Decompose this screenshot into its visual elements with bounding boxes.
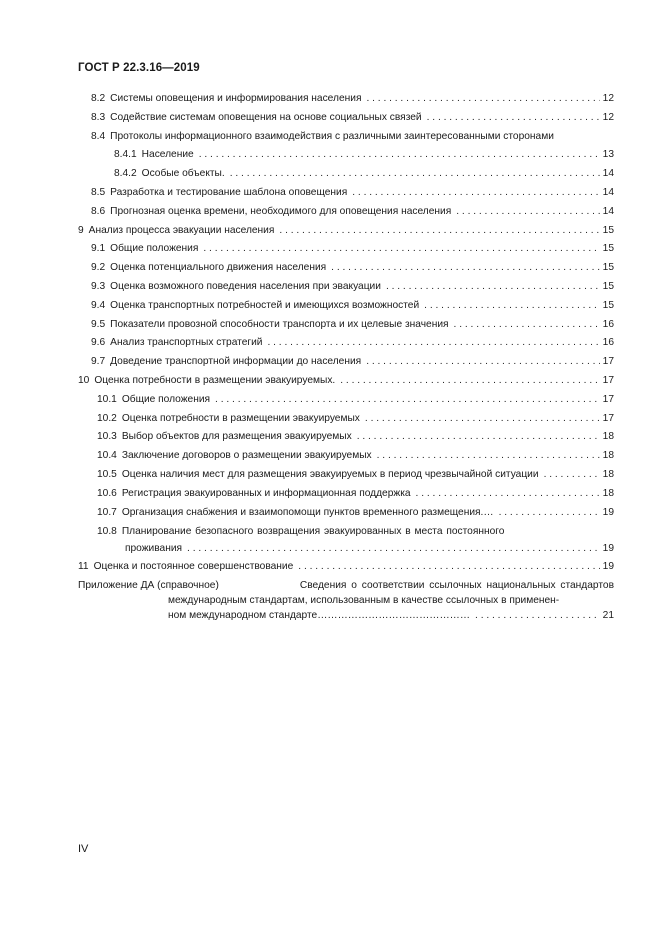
toc-entry-number: 8.4.1 xyxy=(114,149,137,161)
toc-entry-10-3[interactable] xyxy=(78,428,614,447)
toc-entry-title: Выбор объектов для размещения эвакуируемых xyxy=(121,431,352,443)
toc-entry-page: 16 xyxy=(602,318,614,330)
toc-entry-number: 9 xyxy=(78,224,84,236)
toc-entry-10-2[interactable] xyxy=(78,410,614,429)
toc-entry-page: 17 xyxy=(602,393,614,405)
toc-entry-number: 10.5 xyxy=(97,468,117,480)
leader-dots xyxy=(366,90,599,109)
toc-entry-page: 12 xyxy=(602,93,614,104)
leader-dots xyxy=(365,410,600,429)
toc-entry-title: Оценка и постоянное совершенствование xyxy=(93,561,294,573)
toc-entry-9-6[interactable] xyxy=(78,334,614,353)
toc-entry-number: 10.8 xyxy=(97,526,117,538)
toc-entry-title: Протоколы информационного взаимодействия с различными заинтересованными сторонами xyxy=(110,130,554,142)
leader-dots xyxy=(357,428,600,447)
toc-entry-10-6[interactable] xyxy=(78,485,614,504)
toc-entry-number: 8.2 xyxy=(91,93,106,104)
toc-entry-8-4-1[interactable] xyxy=(78,146,614,165)
toc-entry-8-3[interactable] xyxy=(78,109,614,128)
toc-entry-number: 10.6 xyxy=(97,487,117,499)
toc-entry-page: 17 xyxy=(602,356,614,368)
leader-dots xyxy=(267,334,599,353)
leader-dots xyxy=(340,372,599,391)
leader-dots xyxy=(456,203,599,222)
toc-entry-9-2[interactable] xyxy=(78,259,614,278)
leader-dots xyxy=(424,297,599,316)
leader-dots xyxy=(416,485,600,504)
document-header: ГОСТ Р 22.3.16—2019 xyxy=(78,62,200,74)
appendix-title-line-2: международным стандартам, использованным в качестве ссылочных в применен- xyxy=(168,595,560,607)
toc-entry-10-1[interactable] xyxy=(78,391,614,410)
toc-entry-number: 10 xyxy=(78,374,90,386)
toc-entry-title: Общие положения xyxy=(110,243,199,255)
toc-entry-page: 18 xyxy=(602,450,614,462)
toc-entry-page: 19 xyxy=(602,506,614,518)
leader-dots xyxy=(366,353,599,372)
toc-entry-number: 9.1 xyxy=(91,243,106,255)
toc-entry-page: 13 xyxy=(602,149,614,161)
leader-dots xyxy=(298,558,599,577)
leader-dots xyxy=(199,146,600,165)
toc-entry-page: 15 xyxy=(602,224,614,236)
toc-entry-number: 9.2 xyxy=(91,262,106,274)
toc-entry-title: Планирование безопасного возвращения эвакуированных в места постоянного xyxy=(121,526,505,538)
toc-entry-9-7[interactable] xyxy=(78,353,614,372)
toc-entry-number: 11 xyxy=(78,561,89,573)
toc-entry-number: 10.4 xyxy=(97,450,117,462)
toc-entry-10-8[interactable] xyxy=(78,524,614,558)
toc-entry-title: Оценка потребности в размещении эвакуируемых xyxy=(121,412,360,424)
toc-entry-number: 10.2 xyxy=(97,412,117,424)
toc-entry-page: 19 xyxy=(602,543,614,555)
toc-entry-9[interactable] xyxy=(78,222,614,241)
toc-entry-page: 15 xyxy=(602,262,614,274)
toc-entry-9-5[interactable] xyxy=(78,316,614,335)
toc-entry-number: 8.4 xyxy=(91,130,106,142)
leader-dots xyxy=(352,184,599,203)
leader-dots xyxy=(386,278,600,297)
toc-entry-title: Оценка возможного поведения населения при эвакуации xyxy=(110,280,381,292)
leader-dots xyxy=(331,259,599,278)
toc-entry-page: 17 xyxy=(602,412,614,424)
toc-entry-page: 19 xyxy=(602,561,614,573)
page-number-roman: IV xyxy=(78,843,89,855)
leader-dots xyxy=(544,466,600,485)
toc-entry-8-4[interactable] xyxy=(78,128,614,147)
toc-entry-page: 15 xyxy=(602,243,614,255)
toc-entry-page: 18 xyxy=(602,487,614,499)
toc-entry-9-4[interactable] xyxy=(78,297,614,316)
toc-entry-8-6[interactable] xyxy=(78,203,614,222)
table-of-contents xyxy=(78,90,614,623)
toc-entry-page: 21 xyxy=(602,610,614,622)
toc-entry-10-4[interactable] xyxy=(78,447,614,466)
toc-entry-number: 9.5 xyxy=(91,318,106,330)
toc-entry-page: 18 xyxy=(602,468,614,480)
toc-entry-page: 14 xyxy=(602,186,614,198)
toc-entry-number: 8.4.2 xyxy=(114,168,137,180)
toc-entry-number: 10.3 xyxy=(97,431,117,443)
leader-dots xyxy=(230,165,600,184)
toc-entry-8-5[interactable] xyxy=(78,184,614,203)
toc-entry-number: 9.7 xyxy=(91,356,106,368)
leader-dots xyxy=(187,540,600,558)
leader-dots xyxy=(215,391,600,410)
toc-entry-10-5[interactable] xyxy=(78,466,614,485)
toc-entry-title: Разработка и тестирование шаблона оповещения xyxy=(110,186,348,198)
toc-entry-8-4-2[interactable] xyxy=(78,165,614,184)
toc-entry-11[interactable] xyxy=(78,558,614,577)
appendix-label: Приложение ДА (справочное) xyxy=(78,580,219,592)
toc-entry-title: Организация снабжения и взаимопомощи пунктов временного размещения.… xyxy=(121,506,494,518)
toc-entry-10[interactable] xyxy=(78,372,614,391)
toc-entry-8-2[interactable] xyxy=(78,90,614,109)
toc-entry-page: 16 xyxy=(602,337,614,349)
toc-entry-page: 15 xyxy=(602,280,614,292)
toc-entry-10-7[interactable] xyxy=(78,504,614,523)
toc-entry-title: Оценка наличия мест для размещения эвакуируемых в период чрезвычайной ситуации xyxy=(121,468,539,480)
toc-entry-title: Общие положения xyxy=(121,393,211,405)
appendix-title-line-3: ном международном стандарте……………………………………… xyxy=(168,610,471,622)
appendix-title-line-1: Сведения о соответствии ссылочных национальных стандартов xyxy=(299,580,614,592)
toc-entry-title: Регистрация эвакуированных и информационная поддержка xyxy=(121,487,411,499)
toc-entry-title: Оценка транспортных потребностей и имеющихся возможностей xyxy=(110,299,420,311)
toc-entry-9-3[interactable] xyxy=(78,278,614,297)
toc-entry-title: Анализ транспортных стратегий xyxy=(110,337,263,349)
leader-dots xyxy=(427,109,600,128)
toc-entry-9-1[interactable] xyxy=(78,240,614,259)
toc-entry-number: 10.7 xyxy=(97,506,117,518)
leader-dots xyxy=(279,222,599,241)
toc-entry-title: Системы оповещения и информирования населения xyxy=(110,93,362,104)
toc-entry-title: Оценка потребности в размещении эвакуируемых. xyxy=(94,374,336,386)
leader-dots xyxy=(499,504,600,523)
toc-entry-page: 15 xyxy=(602,299,614,311)
toc-entry-title: Оценка потенциального движения населения xyxy=(110,262,327,274)
toc-entry-number: 9.6 xyxy=(91,337,106,349)
leader-dots xyxy=(475,608,600,623)
toc-entry-appendix[interactable] xyxy=(78,578,614,623)
toc-entry-title: Население xyxy=(141,149,194,161)
toc-entry-title: Анализ процесса эвакуации населения xyxy=(88,224,275,236)
leader-dots xyxy=(377,447,600,466)
leader-dots xyxy=(203,240,599,259)
toc-entry-title: Заключение договоров о размещении эвакуируемых xyxy=(121,450,372,462)
leader-dots xyxy=(454,316,600,335)
toc-entry-number: 10.1 xyxy=(97,393,117,405)
toc-entry-page: 17 xyxy=(602,374,614,386)
toc-entry-title: Показатели провозной способности транспорта и их целевые значения xyxy=(110,318,449,330)
toc-entry-number: 8.5 xyxy=(91,186,106,198)
toc-entry-page: 12 xyxy=(602,111,614,123)
toc-entry-title: Доведение транспортной информации до населения xyxy=(110,356,362,368)
toc-entry-title: Прогнозная оценка времени, необходимого для оповещения населения xyxy=(110,205,452,217)
toc-entry-page: 14 xyxy=(602,168,614,180)
toc-entry-title: Содействие системам оповещения на основе социальных связей xyxy=(110,111,422,123)
toc-entry-number: 8.6 xyxy=(91,205,106,217)
toc-entry-title-continued: проживания xyxy=(125,543,183,555)
toc-entry-number: 8.3 xyxy=(91,111,106,123)
toc-entry-number: 9.4 xyxy=(91,299,106,311)
toc-entry-number: 9.3 xyxy=(91,280,106,292)
toc-entry-page: 14 xyxy=(602,205,614,217)
toc-entry-page: 18 xyxy=(602,431,614,443)
toc-entry-title: Особые объекты. xyxy=(141,168,225,180)
